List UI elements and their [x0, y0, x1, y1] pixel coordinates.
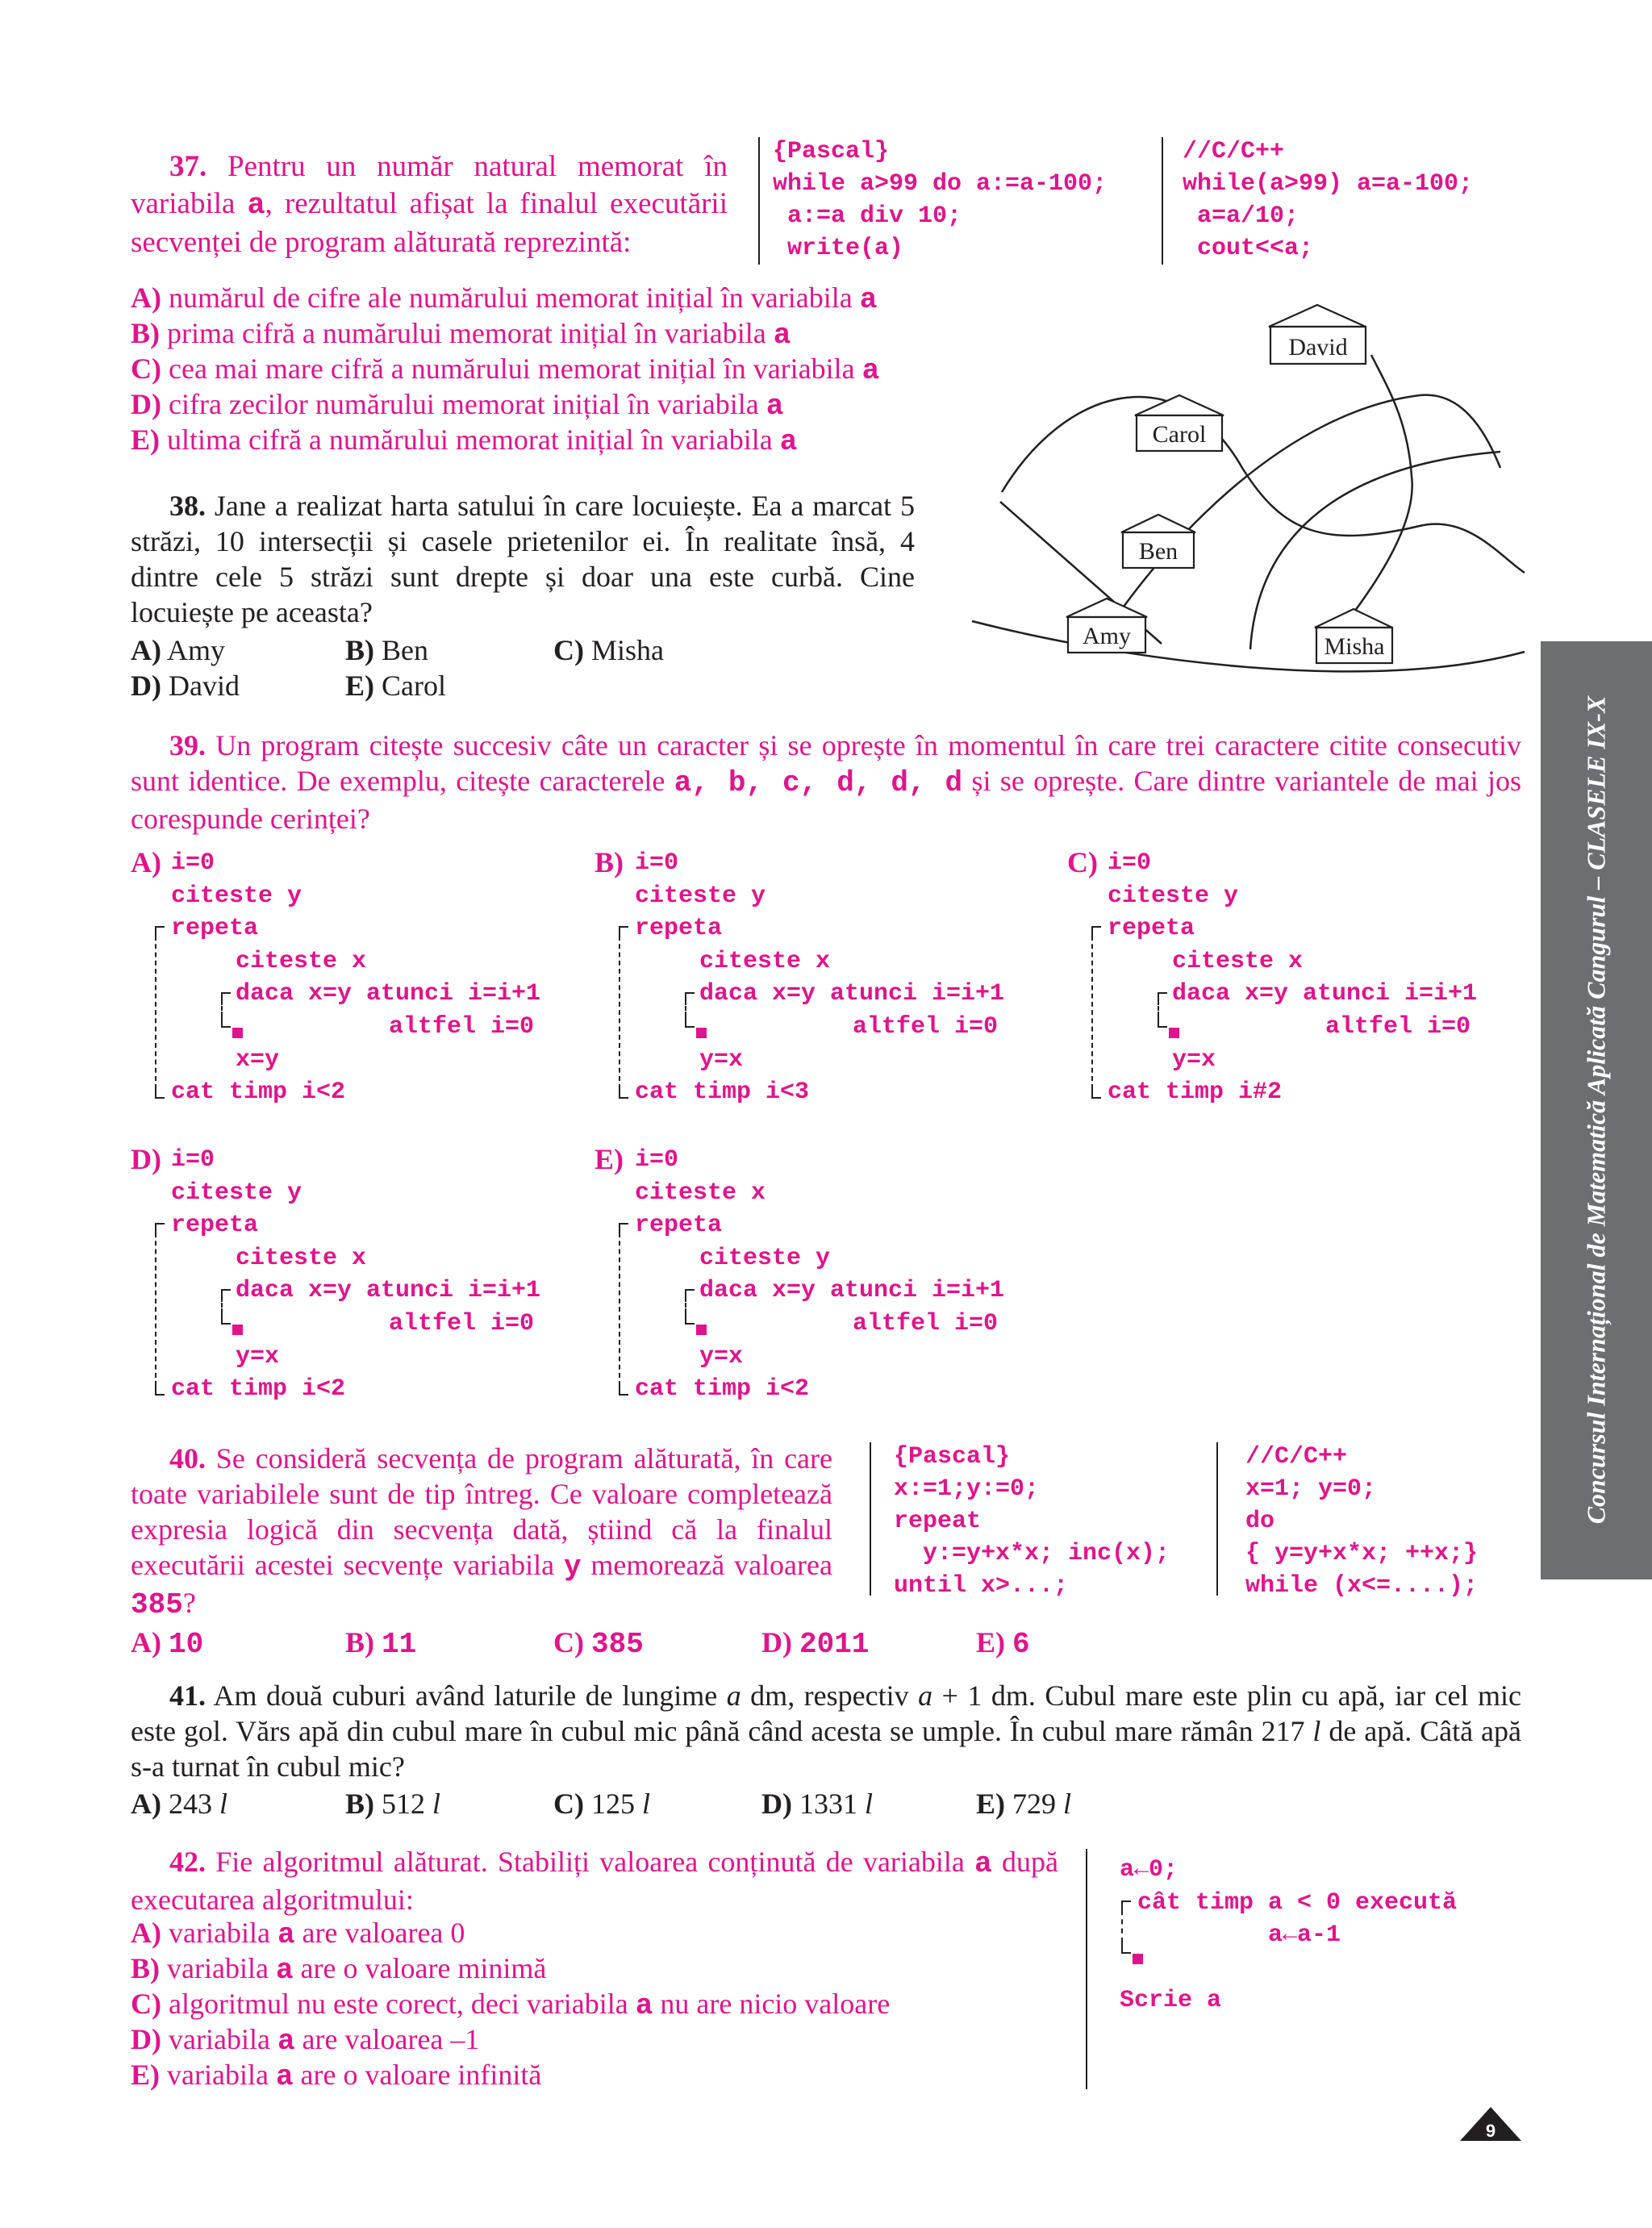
- code-line: citeste y: [699, 1244, 831, 1272]
- q39-example: a, b, c, d, d, d: [674, 766, 963, 799]
- q41-number: 41.: [169, 1679, 206, 1712]
- option-text: 125: [591, 1788, 642, 1820]
- code-line: repeat: [894, 1508, 982, 1535]
- q39-statement: [131, 728, 1521, 837]
- option-text: variabila: [169, 1917, 277, 1949]
- q38-option-a[interactable]: [131, 632, 225, 668]
- option-letter: C): [553, 1626, 584, 1658]
- q42-divider: [1086, 1849, 1087, 2089]
- q37-divider-left: [758, 137, 760, 265]
- bracket-repeat: [1091, 936, 1093, 1081]
- code-line: citeste x: [699, 947, 831, 975]
- q41-text: dm, respectiv: [740, 1679, 919, 1712]
- option-text: cifra zecilor numărului memorat inițial în variabila: [169, 388, 766, 420]
- option-text: David: [169, 670, 240, 702]
- q40-number: 40.: [169, 1442, 206, 1475]
- code-line: { y=y+x*x; ++x;}: [1245, 1540, 1479, 1567]
- code-line: cout<<a;: [1183, 235, 1314, 262]
- bracket-if: [685, 1297, 686, 1313]
- option-unit: l: [865, 1788, 874, 1820]
- q41-option-d[interactable]: [761, 1786, 873, 1821]
- bracket-repeat: [619, 1233, 620, 1378]
- code-line: repeta: [171, 915, 259, 943]
- q40-cpp-code: [1245, 1441, 1478, 1602]
- code-line: i=0: [171, 1146, 215, 1174]
- house-label: Ben: [1138, 538, 1179, 565]
- code-line: //C/C++: [1183, 138, 1285, 165]
- q39-text-b: și se oprește. Care dintre variantele de mai jos corespunde cerinței?: [131, 765, 1522, 835]
- option-letter: C): [553, 1788, 584, 1820]
- bracket-if-bottom: [1158, 1015, 1167, 1028]
- option-var: a: [859, 283, 878, 316]
- code-line: i=0: [1108, 849, 1152, 877]
- q39-variant-e[interactable]: [594, 1144, 1078, 1410]
- q42-option-e[interactable]: [131, 2057, 541, 2095]
- code-line: daca x=y atunci i=i+1: [699, 980, 1005, 1008]
- code-line: Scrie a: [1120, 1987, 1222, 2015]
- bracket-loop-top: [1121, 1900, 1131, 1910]
- bracket-top: [619, 1223, 628, 1233]
- code-line: citeste y: [635, 882, 766, 910]
- page-number: 9: [1485, 2121, 1496, 2141]
- end-if-marker-icon: [232, 1028, 243, 1038]
- option-letter: C): [131, 353, 161, 385]
- option-unit: l: [219, 1788, 228, 1820]
- house-amy: [1066, 599, 1147, 653]
- code-line: cat timp i<2: [635, 1375, 810, 1404]
- code-line: write(a): [773, 235, 904, 262]
- option-letter: B): [345, 1626, 374, 1658]
- q38-statement: [131, 488, 915, 630]
- q42-var: a: [974, 1847, 992, 1880]
- q38-option-b[interactable]: [345, 632, 428, 668]
- q37-text-a: Pentru un număr natural memorat în variabila: [131, 150, 728, 220]
- q37-number: 37.: [169, 150, 207, 183]
- option-text: variabila: [169, 2023, 277, 2055]
- option-text: are o valoare minimă: [293, 1952, 547, 1984]
- option-text: 729: [1012, 1788, 1063, 1820]
- q40-option-a[interactable]: [131, 1625, 203, 1663]
- q40-option-d[interactable]: [761, 1625, 869, 1663]
- option-letter: A): [131, 1788, 161, 1820]
- option-text: are valoarea –1: [294, 2023, 480, 2055]
- end-loop-marker-icon: [1133, 1954, 1143, 1964]
- house-label: David: [1288, 334, 1348, 361]
- q41-option-e[interactable]: [976, 1786, 1071, 1821]
- bracket-if-bottom: [221, 1312, 231, 1325]
- code-line: citeste x: [236, 947, 367, 975]
- q37-text-b: , rezultatul afișat la finalul executării secvenței de program alăturată reprezintă:: [131, 187, 728, 259]
- option-text: 2011: [799, 1628, 870, 1661]
- option-var: a: [773, 319, 791, 352]
- option-letter: E): [976, 1788, 1005, 1820]
- q38-option-d[interactable]: [131, 668, 240, 703]
- bracket-if: [221, 1297, 223, 1313]
- code-line: x:=1;y:=0;: [894, 1475, 1040, 1503]
- sidebar-title: Concursul Internațional de Matematică Aplicată Cangurul – CLASELE IX-X: [1581, 695, 1611, 1525]
- q42-option-b[interactable]: [131, 1951, 546, 1988]
- bracket-if-bottom: [685, 1312, 695, 1325]
- code-line: while(a>99) a=a-100;: [1183, 170, 1474, 198]
- q38-text: Jane a realizat harta satului în care locuiește. Ea a marcat 5 străzi, 10 intersecții și casele prietenilor ei. În realitate însă, 4 dintre cele 5 străzi sunt drepte și doar una este curbă. Cine locuiește pe aceasta?: [131, 490, 916, 628]
- q37-option-e[interactable]: [131, 422, 797, 460]
- street-line-2: [972, 621, 1525, 671]
- option-letter: D): [131, 388, 161, 420]
- code-line: i=0: [171, 849, 215, 877]
- code-line: altfel i=0: [1325, 1013, 1471, 1041]
- q39-number: 39.: [169, 729, 206, 761]
- option-letter: E): [976, 1626, 1005, 1658]
- option-var: a: [275, 2060, 294, 2093]
- house-label: Carol: [1152, 421, 1207, 448]
- option-text: 385: [591, 1628, 644, 1661]
- code-line: cat timp i#2: [1108, 1079, 1283, 1107]
- option-text: 6: [1012, 1628, 1030, 1661]
- code-line: while (x<=....);: [1245, 1572, 1479, 1600]
- q37-cpp-code: [1183, 136, 1473, 265]
- code-line: i=0: [635, 849, 679, 877]
- page-number-badge: [1458, 2105, 1523, 2142]
- q42-text-b: după executarea algoritmului:: [131, 1846, 1058, 1916]
- code-line: y=x: [699, 1342, 744, 1371]
- option-letter: A): [131, 634, 161, 666]
- end-if-marker-icon: [232, 1325, 243, 1335]
- option-var: a: [275, 1954, 294, 1987]
- option-letter: E): [345, 670, 374, 702]
- bracket-if-bottom: [221, 1015, 231, 1028]
- code-line: citeste x: [236, 1244, 367, 1272]
- bracket-top: [155, 1223, 165, 1233]
- option-letter: A): [131, 1626, 161, 1658]
- option-text: nu are nicio valoare: [653, 1988, 891, 2020]
- bracket-if-bottom: [685, 1015, 695, 1028]
- code-line: x=y: [236, 1045, 280, 1074]
- option-text: variabila: [167, 2059, 276, 2091]
- option-text: 512: [382, 1788, 432, 1820]
- q38-number: 38.: [169, 490, 206, 522]
- bracket-bottom: [155, 1084, 165, 1099]
- q39-variant-d[interactable]: [131, 1144, 615, 1410]
- q40-text-b: memorează valoarea: [581, 1549, 832, 1581]
- option-letter: A): [131, 282, 161, 314]
- q41-var: a: [918, 1679, 933, 1712]
- q42-option-c[interactable]: [131, 1986, 890, 2024]
- code-line: cat timp i<3: [635, 1079, 810, 1107]
- option-text: Carol: [382, 670, 446, 702]
- q39-variant-a[interactable]: [131, 847, 615, 1113]
- option-text: ultima cifră a numărului memorat inițial în variabila: [167, 423, 780, 456]
- q41-option-b[interactable]: [345, 1786, 440, 1821]
- q37-option-a[interactable]: [131, 280, 877, 318]
- house-misha: [1315, 609, 1392, 663]
- q39-variant-c[interactable]: [1067, 847, 1551, 1113]
- q42-option-d[interactable]: [131, 2021, 479, 2059]
- house-david: [1269, 305, 1366, 364]
- q40-statement: [131, 1441, 832, 1623]
- code-line: do: [1245, 1508, 1275, 1535]
- option-text: variabila: [167, 1952, 276, 1984]
- q40-option-e[interactable]: [976, 1625, 1030, 1663]
- code-line: //C/C++: [1245, 1443, 1348, 1471]
- q38-option-e[interactable]: [345, 668, 446, 703]
- code-line: y=x: [699, 1045, 744, 1074]
- code-line: {Pascal}: [894, 1443, 1011, 1471]
- code-line: altfel i=0: [853, 1310, 999, 1337]
- q42-option-a[interactable]: [131, 1915, 465, 1953]
- bracket-repeat: [619, 936, 620, 1081]
- house-label: Amy: [1083, 623, 1131, 649]
- street-curve-left: [1002, 397, 1525, 573]
- q41-text: de apă. Câtă apă s-a turnat în cubul mic?: [131, 1715, 1521, 1783]
- q41-statement: [131, 1678, 1521, 1784]
- code-line: repeta: [1108, 915, 1195, 943]
- option-letter: D): [131, 2023, 161, 2055]
- code-line: altfel i=0: [853, 1013, 999, 1041]
- code-line: i=0: [635, 1146, 679, 1174]
- code-line: until x>...;: [894, 1572, 1069, 1600]
- q41-option-a[interactable]: [131, 1786, 227, 1821]
- option-letter: B): [131, 1952, 160, 1984]
- option-letter: C): [131, 1988, 161, 2020]
- code-line: citeste x: [1172, 947, 1304, 975]
- q37-divider-right: [1162, 137, 1163, 265]
- option-text: 243: [169, 1788, 219, 1820]
- q40-text-c: ?: [182, 1587, 196, 1619]
- q40-option-c[interactable]: [553, 1625, 644, 1663]
- q42-number: 42.: [169, 1846, 206, 1878]
- q41-var: a: [726, 1679, 741, 1712]
- q41-option-c[interactable]: [553, 1786, 650, 1821]
- code-line: {Pascal}: [773, 138, 890, 165]
- option-var: a: [635, 1989, 653, 2022]
- bracket-bottom: [155, 1381, 165, 1396]
- option-text: 11: [382, 1628, 417, 1661]
- option-letter: E): [131, 2059, 160, 2091]
- code-line: cât timp a < 0 execută: [1137, 1888, 1458, 1917]
- option-text: algoritmul nu este corect, deci variabila: [169, 1988, 636, 2020]
- bracket-bottom: [619, 1381, 628, 1396]
- option-text: are valoarea 0: [294, 1917, 465, 1949]
- code-line: daca x=y atunci i=i+1: [699, 1277, 1005, 1305]
- q37-option-d[interactable]: [131, 386, 783, 424]
- q41-text: + 1 dm. Cubul mare este plin cu apă, iar cel mic este gol. Vărs apă din cubul mare în cubul mic până când acesta se umple. În cubul mare rămân 217: [131, 1679, 1521, 1747]
- q42-algorithm: [1120, 1854, 1539, 2031]
- house-ben: [1121, 515, 1195, 568]
- q37-statement: [131, 148, 728, 261]
- variant-letter: E): [594, 1143, 624, 1175]
- option-letter: B): [345, 634, 374, 666]
- option-letter: B): [345, 1788, 374, 1820]
- code-line: while a>99 do a:=a-100;: [773, 170, 1108, 198]
- bracket-repeat: [155, 1233, 156, 1378]
- q37-pascal-code: [773, 136, 1107, 265]
- code-line: y:=y+x*x; inc(x);: [894, 1540, 1170, 1567]
- option-var: a: [766, 390, 784, 423]
- village-map: [968, 290, 1533, 686]
- code-line: cat timp i<2: [171, 1375, 346, 1404]
- end-if-marker-icon: [696, 1325, 707, 1335]
- q39-variant-b[interactable]: [594, 847, 1078, 1113]
- option-letter: D): [761, 1626, 792, 1658]
- option-letter: A): [131, 1917, 161, 1949]
- code-line: repeta: [171, 1212, 259, 1240]
- option-letter: E): [131, 423, 160, 456]
- code-line: citeste y: [1108, 882, 1239, 910]
- q40-text-a: Se consideră secvența de program alăturată, în care toate variabilele sunt de tip întreg. Ce valoare completează expresia logică din secvența dată, știind că la finalul executării acestei secvențe variabila: [131, 1442, 832, 1581]
- option-var: a: [779, 425, 798, 458]
- q37-option-c[interactable]: [131, 351, 879, 389]
- option-unit: l: [642, 1788, 651, 1820]
- q37-var: a: [247, 189, 265, 223]
- variant-letter: C): [1067, 846, 1098, 878]
- option-unit: l: [1063, 1788, 1072, 1820]
- option-text: 10: [169, 1628, 204, 1661]
- q40-option-b[interactable]: [345, 1625, 416, 1663]
- code-line: citeste y: [171, 1179, 302, 1207]
- code-line: daca x=y atunci i=i+1: [236, 1277, 541, 1305]
- code-line: a:=a div 10;: [773, 202, 962, 230]
- option-text: cea mai mare cifră a numărului memorat inițial în variabila: [169, 353, 862, 385]
- option-letter: D): [131, 670, 161, 702]
- option-text: prima cifră a numărului memorat inițial în variabila: [167, 317, 774, 349]
- option-var: a: [861, 354, 880, 387]
- code-line: citeste x: [635, 1179, 766, 1207]
- q42-text-a: Fie algoritmul alăturat. Stabiliți valoarea conținută de variabila: [215, 1846, 975, 1878]
- bracket-top: [619, 926, 628, 936]
- bracket-top: [155, 926, 165, 936]
- q40-pascal-code: [894, 1441, 1170, 1602]
- bracket-repeat: [155, 936, 156, 1081]
- code-line: daca x=y atunci i=i+1: [1172, 980, 1478, 1008]
- q38-option-c[interactable]: [553, 632, 664, 668]
- code-line: x=1; y=0;: [1245, 1475, 1377, 1503]
- house-carol: [1135, 395, 1224, 451]
- option-unit: l: [432, 1788, 441, 1820]
- q40-divider-left: [870, 1442, 871, 1596]
- q40-var: y: [563, 1550, 582, 1583]
- q42-statement: [131, 1844, 1058, 1917]
- bracket-top: [1091, 926, 1101, 936]
- bracket-if: [221, 1000, 223, 1016]
- q40-divider-right: [1216, 1442, 1218, 1596]
- option-text: are o valoare infinită: [293, 2059, 542, 2091]
- q40-value: 385: [131, 1588, 183, 1621]
- code-line: a←0;: [1120, 1856, 1179, 1884]
- option-var: a: [277, 1918, 295, 1951]
- variant-letter: B): [594, 846, 624, 878]
- variant-letter: A): [131, 846, 161, 878]
- bracket-loop-bottom: [1121, 1941, 1131, 1954]
- code-line: y=x: [236, 1342, 280, 1371]
- q41-unit: l: [1312, 1715, 1321, 1747]
- code-line: y=x: [1172, 1045, 1216, 1074]
- code-line: repeta: [635, 1212, 723, 1240]
- option-letter: B): [131, 317, 160, 349]
- option-letter: C): [553, 634, 584, 666]
- option-text: numărul de cifre ale numărului memorat inițial în variabila: [169, 282, 860, 314]
- q39-text-a: Un program citește succesiv câte un caracter și se oprește în momentul în care trei caractere citite consecutiv sunt identice. De exemplu, citește caracterele: [131, 729, 1522, 797]
- bracket-if: [1158, 1000, 1159, 1016]
- code-line: repeta: [635, 915, 723, 943]
- bracket-bottom: [1091, 1084, 1101, 1099]
- bracket-bottom: [619, 1084, 628, 1099]
- bracket-loop: [1121, 1910, 1123, 1942]
- option-letter: D): [761, 1788, 792, 1820]
- code-line: a←a-1: [1268, 1921, 1341, 1950]
- code-line: daca x=y atunci i=i+1: [236, 980, 541, 1008]
- option-text: Ben: [382, 634, 428, 666]
- option-text: 1331: [799, 1788, 865, 1820]
- code-line: altfel i=0: [389, 1013, 535, 1041]
- option-text: Misha: [591, 634, 664, 666]
- code-line: citeste y: [171, 882, 302, 910]
- bracket-if: [685, 1000, 686, 1016]
- q41-text: Am două cuburi având laturile de lungime: [213, 1679, 727, 1712]
- code-line: a=a/10;: [1183, 202, 1299, 230]
- end-if-marker-icon: [696, 1028, 707, 1038]
- code-line: cat timp i<2: [171, 1079, 346, 1107]
- code-line: altfel i=0: [389, 1310, 535, 1337]
- end-if-marker-icon: [1169, 1028, 1179, 1038]
- option-var: a: [277, 2025, 295, 2058]
- variant-letter: D): [131, 1143, 161, 1175]
- house-label: Misha: [1324, 633, 1385, 660]
- q37-option-b[interactable]: [131, 315, 791, 353]
- option-text: Amy: [167, 634, 226, 666]
